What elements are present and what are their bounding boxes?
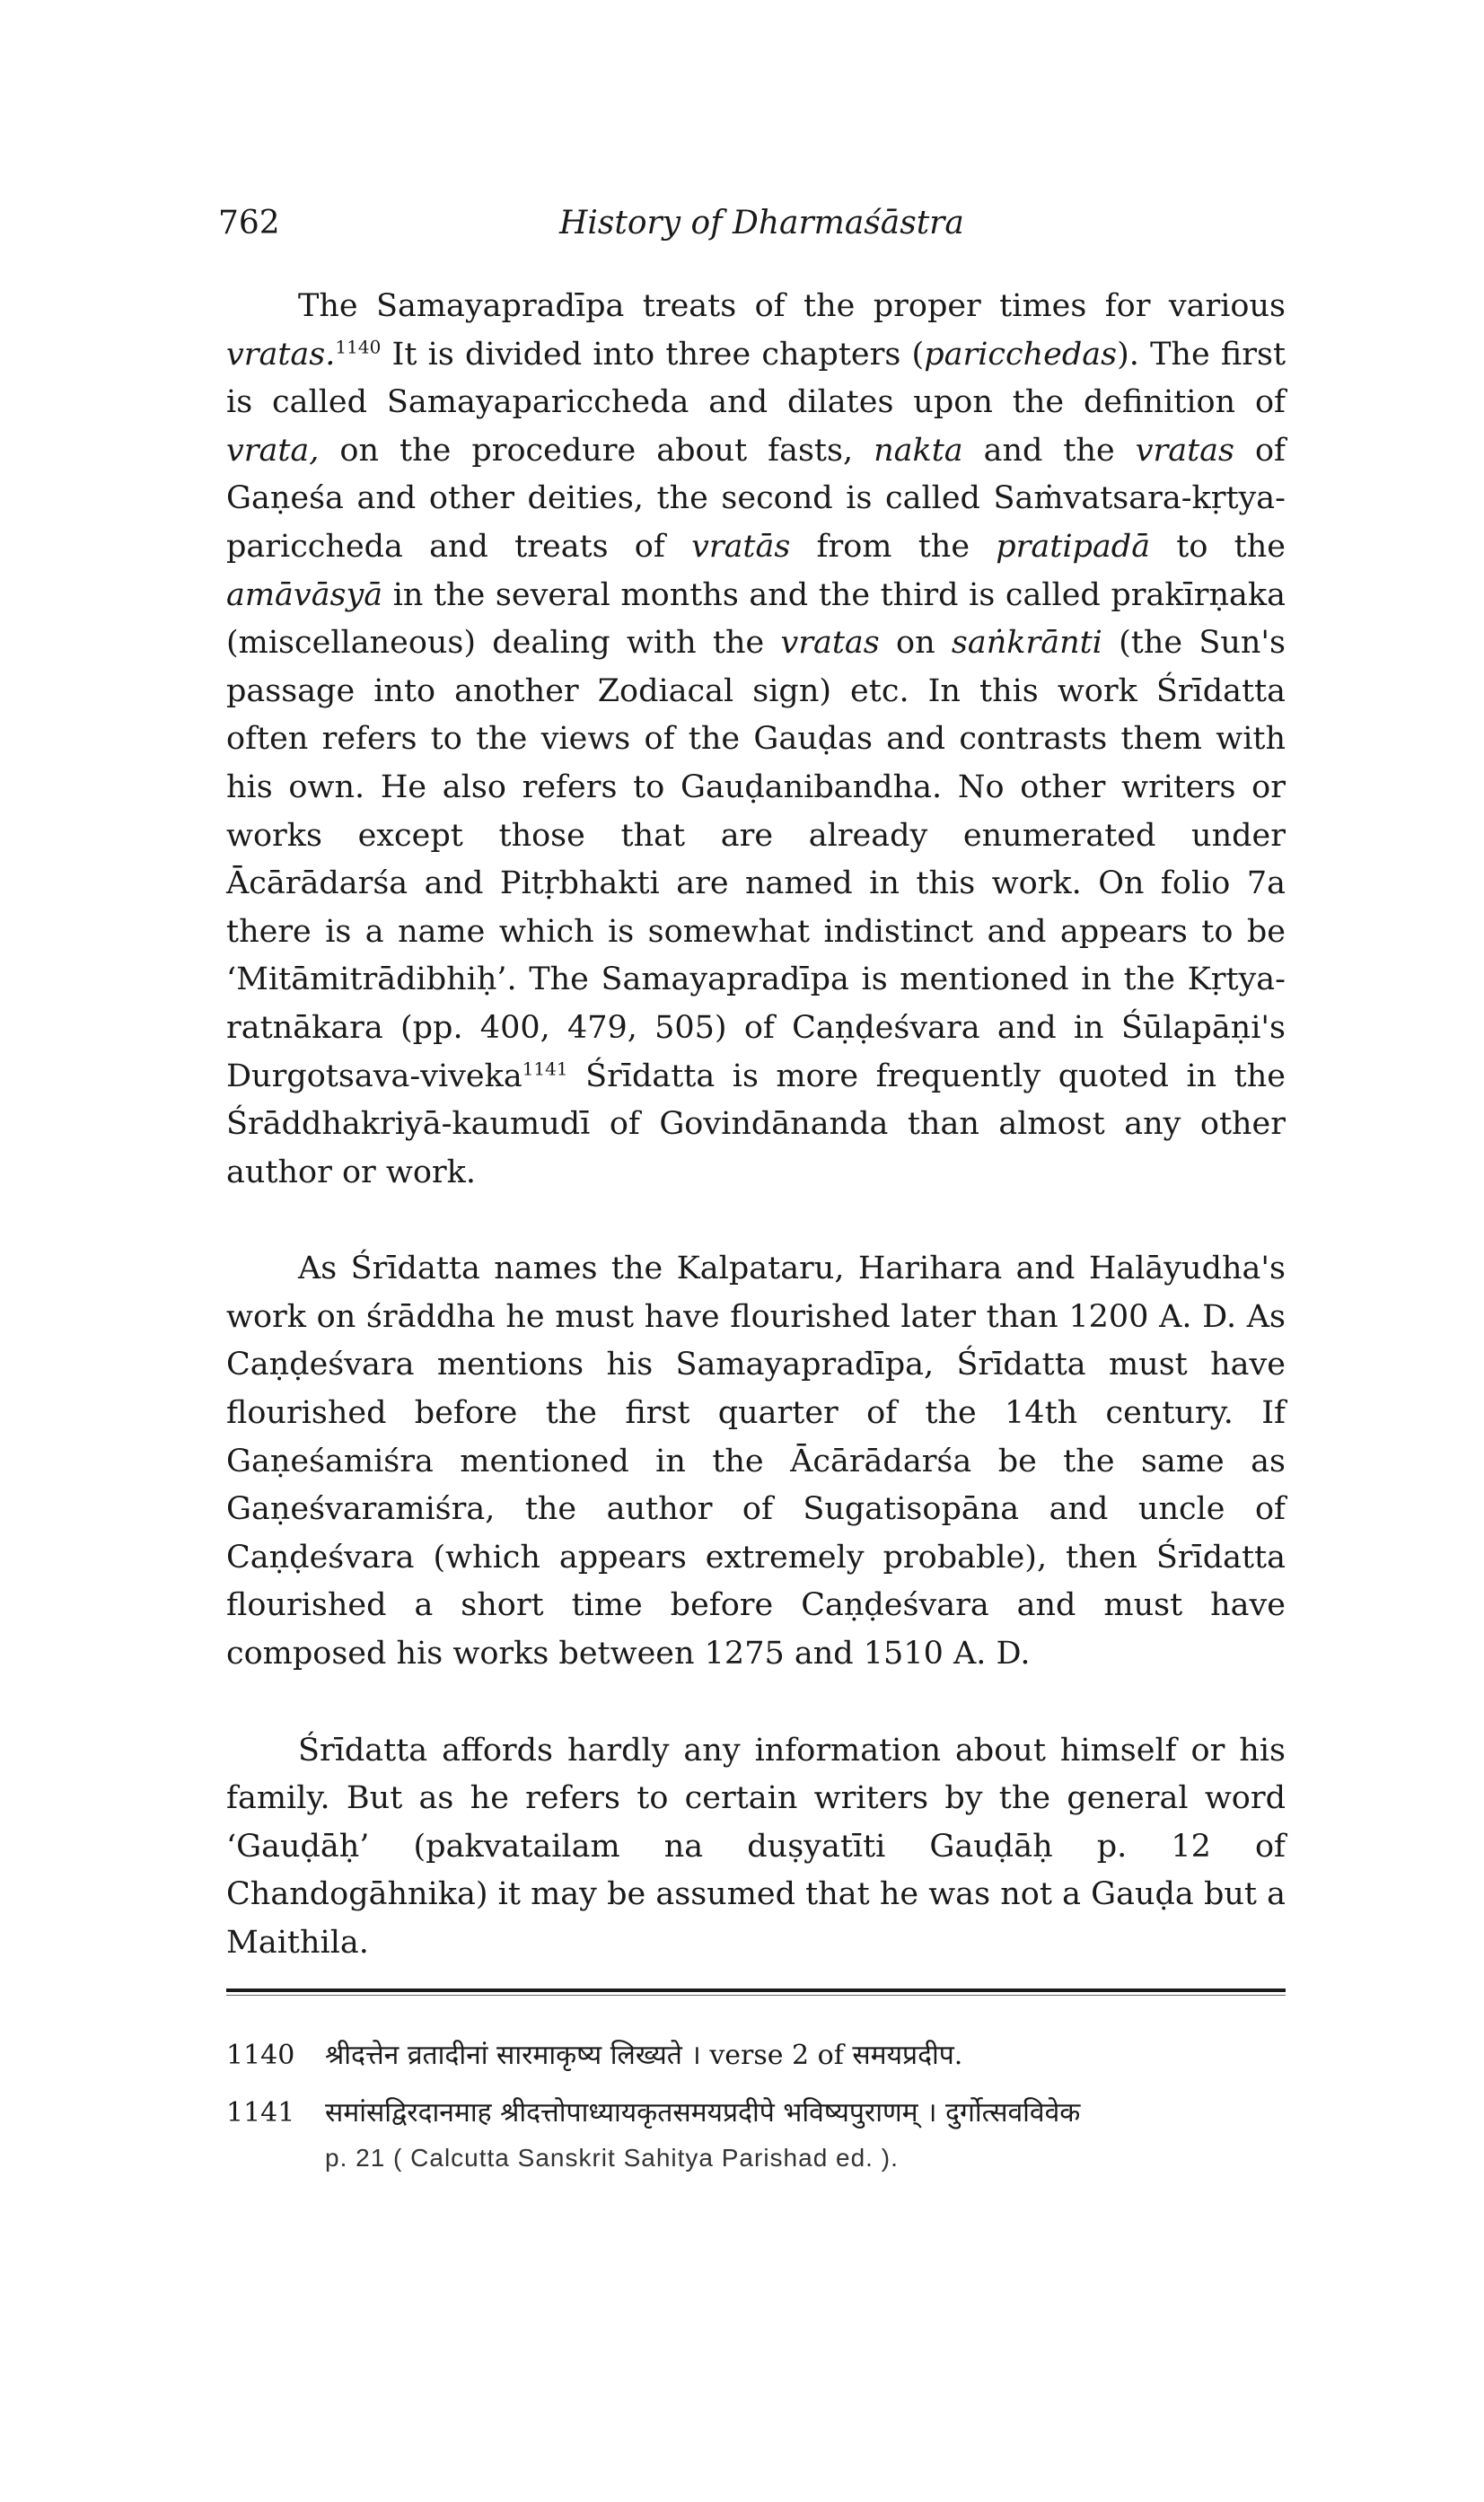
text-run: on	[879, 625, 952, 662]
footnote-ref: 1141	[522, 1057, 568, 1079]
text-run: The Samayapradīpa treats of the proper times for various	[298, 288, 1286, 324]
text-run: in the several months and the third is called prakīrṇaka (miscellaneous) dealing with the	[226, 576, 1286, 662]
footnote-ref: 1140	[335, 335, 382, 357]
italic-term: vratās	[691, 528, 791, 565]
footnotes	[226, 2033, 1286, 2193]
paragraph	[226, 1245, 1286, 1678]
footnote	[226, 2091, 1286, 2181]
text-run: to the	[1150, 528, 1286, 565]
footnote-rule	[226, 1988, 1286, 1992]
italic-term: amāvāsyā	[226, 576, 383, 613]
footnote-number: 1141	[226, 2097, 295, 2129]
footnote-rule-thin	[226, 1995, 1286, 1996]
running-title: History of Dharmaśāstra	[559, 205, 964, 241]
text-run: It is divided into three chapters (	[381, 336, 925, 373]
page-number: 762	[218, 205, 280, 241]
italic-term: pratipadā	[996, 528, 1151, 565]
text-run: Śrīdatta affords hardly any information about himself or his family. But as he refers to certain writers by the general word ‘Gauḍāḥ’ (pakvatailam na duṣyatīti Gauḍāḥ p. 12 of Chandogāhnika) it may be assumed that he was not a Gauḍa but a Maithila.	[226, 1732, 1286, 1961]
body-text	[226, 283, 1286, 1968]
paragraph	[226, 1727, 1286, 1968]
italic-term: vrata,	[226, 432, 320, 469]
paragraph	[226, 283, 1286, 1197]
italic-term: paricchedas	[924, 336, 1118, 373]
text-run: ). The first is called Samayapariccheda and dilates upon the definition of	[226, 336, 1286, 421]
italic-term: vratas	[1135, 432, 1234, 469]
footnote-text: श्रीदत्तेन व्रतादीनां सारमाकृष्य लिख्यते । verse 2 of समयप्रदीप.	[325, 2040, 963, 2071]
text-run: on the procedure about fasts,	[319, 432, 874, 469]
text-run: As Śrīdatta names the Kalpataru, Harihara and Halāyudha's work on śrāddha he must have flourished later than 1200 A. D. As Caṇḍeśvara mentions his Samayapradīpa, Śrīdatta must have flourished before the first quarter of the 14th century. If Gaṇeśamiśra mentioned in the Ācārādarśa be the same as Gaṇeśvaramiśra, the author of Sugatisopāna and uncle of Caṇḍeśvara (which appears extremely probable), then Śrīdatta flourished a short time before Caṇḍeśvara and must have composed his works between 1275 and 1510 A. D.	[226, 1251, 1286, 1672]
italic-term: nakta	[874, 432, 963, 469]
italic-term: vratas.	[226, 336, 336, 373]
footnote-text: समांसद्विरदानमाह श्रीदत्तोपाध्यायकृतसमयप्रदीपे भविष्यपुराणम् । दुर्गोत्सवविवेक	[325, 2097, 1081, 2129]
text-run: Śrīdatta is more frequently quoted in the Śrāddhakriyā-kaumudī of Govindānanda than almost any other author or work.	[226, 1058, 1286, 1190]
italic-term: saṅkrānti	[951, 625, 1102, 662]
footnote	[226, 2033, 1286, 2078]
footnote-text-continued: p. 21 ( Calcutta Sanskrit Sahitya Parishad ed. ).	[325, 2144, 899, 2172]
text-run: from the	[790, 528, 997, 565]
text-run: and the	[962, 432, 1136, 469]
italic-term: vratas	[780, 625, 880, 662]
footnote-number: 1140	[226, 2040, 295, 2071]
text-run: (the Sun's passage into another Zodiacal sign) etc. In this work Śrīdatta often refers to the views of the Gauḍas and contrasts them with his own. He also refers to Gauḍanibandha. No other writers or works except those that are already enumerated under Ācārādarśa and Pitṛbhakti are named in this work. On folio 7a there is a name which is somewhat indistinct and appears to be ‘Mitāmitrādibhiḥ’. The Samayapradīpa is mentioned in the Kṛtya-ratnākara (pp. 400, 479, 505) of Caṇḍeśvara and in Śūlapāṇi's Durgotsava-viveka	[226, 625, 1286, 1094]
page-header	[218, 205, 1286, 259]
text-run: of Gaṇeśa and other deities, the second is called Saṁvatsara-kṛtya-pariccheda and treats of	[226, 432, 1286, 565]
